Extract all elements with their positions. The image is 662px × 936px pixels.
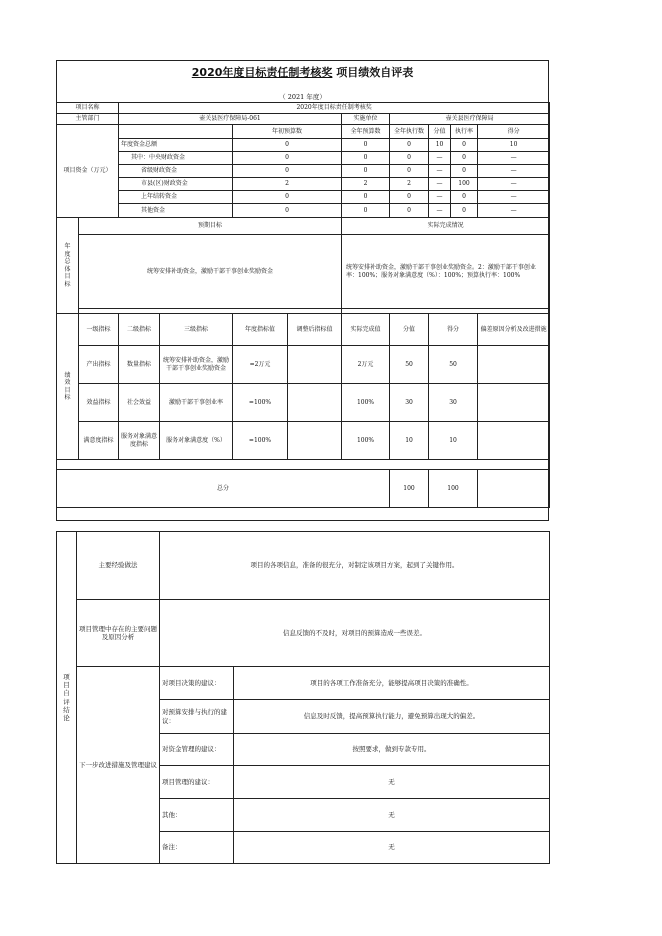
total-label: 总分 bbox=[57, 470, 390, 508]
suggestion-label: 对项目决策的建议： bbox=[160, 667, 234, 700]
funds-header-blank bbox=[119, 125, 233, 139]
indicator-actual: 100% bbox=[342, 384, 390, 422]
problems-row bbox=[57, 600, 550, 667]
dept-label: 主管部门 bbox=[57, 114, 119, 125]
funds-section-label: 项目资金（万元） bbox=[57, 125, 119, 218]
funds-cell: 0 bbox=[390, 204, 429, 218]
funds-cell: 0 bbox=[342, 204, 390, 218]
funds-row-label: 省级财政资金 bbox=[119, 165, 233, 178]
indicator-header: 年度指标值 bbox=[233, 314, 288, 346]
funds-cell: — bbox=[478, 152, 550, 165]
suggestion-label: 其他： bbox=[160, 799, 234, 832]
indicator-row bbox=[57, 422, 550, 460]
funds-cell: 0 bbox=[451, 204, 478, 218]
suggestion-text: 按照要求，做到专款专用。 bbox=[234, 734, 550, 766]
experience-text: 项目的各项信息，准备的很充分，对制定该项目方案，起到了关键作用。 bbox=[160, 532, 550, 600]
indicator-spacer-row bbox=[57, 460, 550, 470]
funds-cell: — bbox=[429, 204, 451, 218]
suggestion-text: 信息及时反馈，提高预算执行能力，避免预算出现大的偏差。 bbox=[234, 700, 550, 734]
indicator-header: 得分 bbox=[429, 314, 478, 346]
funds-row-label: 上年结转资金 bbox=[119, 191, 233, 204]
indicator-target: =100% bbox=[233, 384, 288, 422]
project-name-value: 2020年度目标责任制考核奖 bbox=[119, 103, 550, 114]
funds-cell: 0 bbox=[451, 191, 478, 204]
funds-header-0: 年初预算数 bbox=[233, 125, 342, 139]
funds-cell: 0 bbox=[451, 165, 478, 178]
indicator-points: 10 bbox=[390, 422, 429, 460]
funds-cell: — bbox=[478, 191, 550, 204]
actual-goal-header: 实际完成情况 bbox=[342, 218, 550, 235]
goals-section-label: 年 度 总 体 目 标 bbox=[57, 218, 79, 314]
indicator-points: 50 bbox=[390, 346, 429, 384]
funds-cell: 0 bbox=[233, 191, 342, 204]
funds-cell: 0 bbox=[342, 152, 390, 165]
indicator-adjusted bbox=[288, 422, 342, 460]
funds-cell: 100 bbox=[451, 178, 478, 191]
funds-row bbox=[57, 178, 550, 191]
funds-cell: 0 bbox=[233, 152, 342, 165]
suggestion-text: 项目的各项工作准备充分，能够提高项目决策的准确性。 bbox=[234, 667, 550, 700]
indicator-score: 30 bbox=[429, 384, 478, 422]
next-steps-label: 下一步改进措施及管理建议 bbox=[77, 667, 160, 864]
funds-cell: 0 bbox=[390, 191, 429, 204]
indicator-header: 调整后指标值 bbox=[288, 314, 342, 346]
suggestion-text: 无 bbox=[234, 766, 550, 799]
experience-row bbox=[57, 532, 550, 600]
funds-header-4: 执行率 bbox=[451, 125, 478, 139]
indicator-l3: 统筹安排补助资金，激励干部干事创业奖励资金 bbox=[160, 346, 233, 384]
funds-row-label: 市县(区)财政资金 bbox=[119, 178, 233, 191]
problems-text: 信息反馈的不及时，对项目的预算造成一些误差。 bbox=[160, 600, 550, 667]
title-underlined: 2020年度目标责任制考核奖 bbox=[191, 66, 333, 79]
funds-cell: 0 bbox=[451, 139, 478, 152]
funds-row bbox=[57, 204, 550, 218]
indicator-points: 30 bbox=[390, 384, 429, 422]
goals-content-row bbox=[57, 235, 550, 309]
funds-row-label: 其中：中央财政资金 bbox=[119, 152, 233, 165]
funds-cell: — bbox=[429, 191, 451, 204]
indicator-target: =100% bbox=[233, 422, 288, 460]
funds-cell: — bbox=[478, 178, 550, 191]
suggestion-label: 备注： bbox=[160, 832, 234, 864]
funds-header-row bbox=[57, 125, 550, 139]
title-rest: 项目绩效自评表 bbox=[332, 66, 414, 79]
funds-cell: — bbox=[429, 165, 451, 178]
project-name-row bbox=[57, 103, 550, 114]
total-note bbox=[478, 470, 550, 508]
indicator-header: 二级指标 bbox=[119, 314, 160, 346]
funds-cell: — bbox=[429, 178, 451, 191]
funds-cell: — bbox=[478, 165, 550, 178]
indicator-header: 实际完成值 bbox=[342, 314, 390, 346]
funds-cell: 0 bbox=[390, 152, 429, 165]
suggestion-label: 对资金管理的建议： bbox=[160, 734, 234, 766]
funds-cell: 0 bbox=[342, 165, 390, 178]
indicator-header-row bbox=[57, 314, 550, 346]
funds-cell: 0 bbox=[342, 139, 390, 152]
funds-cell: 0 bbox=[233, 139, 342, 152]
impl-value: 壶关县医疗保障局 bbox=[390, 114, 550, 125]
funds-row bbox=[57, 152, 550, 165]
indicator-score: 50 bbox=[429, 346, 478, 384]
funds-row bbox=[57, 165, 550, 178]
dept-row bbox=[57, 114, 550, 125]
indicator-adjusted bbox=[288, 346, 342, 384]
funds-row-label: 其他资金 bbox=[119, 204, 233, 218]
funds-header-1: 全年预算数 bbox=[342, 125, 390, 139]
indicator-header: 一级指标 bbox=[79, 314, 119, 346]
funds-header-5: 得分 bbox=[478, 125, 550, 139]
indicator-note bbox=[478, 346, 550, 384]
suggestion-row bbox=[57, 667, 550, 700]
project-name-label: 项目名称 bbox=[57, 103, 119, 114]
indicator-target: =2万元 bbox=[233, 346, 288, 384]
indicator-l3: 服务对象满意度（%） bbox=[160, 422, 233, 460]
indicator-actual: 2万元 bbox=[342, 346, 390, 384]
indicator-l2: 社会效益 bbox=[119, 384, 160, 422]
page-title bbox=[56, 64, 549, 80]
indicator-score: 10 bbox=[429, 422, 478, 460]
suggestion-text: 无 bbox=[234, 832, 550, 864]
indicator-row bbox=[57, 346, 550, 384]
indicator-row bbox=[57, 384, 550, 422]
indicator-note bbox=[478, 422, 550, 460]
funds-cell: 2 bbox=[342, 178, 390, 191]
total-row bbox=[57, 470, 550, 508]
indicator-l3: 激励干部干事创业率 bbox=[160, 384, 233, 422]
expected-goal-header: 预期目标 bbox=[79, 218, 342, 235]
indicator-header: 偏差原因分析及改进措施 bbox=[478, 314, 550, 346]
indicator-header: 分值 bbox=[390, 314, 429, 346]
funds-row bbox=[57, 191, 550, 204]
funds-row bbox=[57, 139, 550, 152]
indicator-actual: 100% bbox=[342, 422, 390, 460]
indicator-note bbox=[478, 384, 550, 422]
funds-cell: 0 bbox=[390, 165, 429, 178]
funds-cell: 0 bbox=[233, 204, 342, 218]
indicator-l1: 产出指标 bbox=[79, 346, 119, 384]
funds-header-3: 分值 bbox=[429, 125, 451, 139]
indicator-l1: 效益指标 bbox=[79, 384, 119, 422]
problems-label: 项目管理中存在的主要问题及原因分析 bbox=[77, 600, 160, 667]
funds-cell: 0 bbox=[233, 165, 342, 178]
indicator-l2: 数量指标 bbox=[119, 346, 160, 384]
indicator-header: 三级指标 bbox=[160, 314, 233, 346]
funds-cell: 2 bbox=[390, 178, 429, 191]
suggestion-label: 对预算安排与执行的建议： bbox=[160, 700, 234, 734]
indicator-adjusted bbox=[288, 384, 342, 422]
funds-row-label: 年度资金总额 bbox=[119, 139, 233, 152]
funds-cell: 10 bbox=[478, 139, 550, 152]
dept-value: 壶关县医疗保障局-061 bbox=[119, 114, 342, 125]
funds-cell: — bbox=[478, 204, 550, 218]
indicator-l1: 满意度指标 bbox=[79, 422, 119, 460]
actual-goal-text: 统筹安排补助资金，激励干部干事创业奖励资金。2：激励干部干事创业率：100%；服务对象满意度（%）：100%；预算执行率：100% bbox=[342, 235, 550, 309]
funds-cell: 0 bbox=[451, 152, 478, 165]
funds-cell: — bbox=[429, 152, 451, 165]
impl-label: 实施单位 bbox=[342, 114, 390, 125]
indicator-l2: 服务对象满意度指标 bbox=[119, 422, 160, 460]
goals-header-row bbox=[57, 218, 550, 235]
year-label: （ 2021 年度） bbox=[279, 93, 326, 101]
total-points: 100 bbox=[390, 470, 429, 508]
conclusion-table bbox=[56, 531, 550, 864]
indicator-section-label: 绩 效 目 标 bbox=[57, 314, 79, 460]
funds-cell: 0 bbox=[390, 139, 429, 152]
suggestion-text: 无 bbox=[234, 799, 550, 832]
funds-cell: 2 bbox=[233, 178, 342, 191]
experience-label: 主要经验做法 bbox=[77, 532, 160, 600]
funds-cell: 10 bbox=[429, 139, 451, 152]
expected-goal-text: 统筹安排补助资金，激励干部干事创业奖励资金 bbox=[79, 235, 342, 309]
conclusion-section-label: 项 目 自 评 结 论 bbox=[57, 532, 77, 864]
suggestion-label: 项目管理的建议： bbox=[160, 766, 234, 799]
total-score: 100 bbox=[429, 470, 478, 508]
evaluation-table bbox=[56, 102, 550, 508]
funds-header-2: 全年执行数 bbox=[390, 125, 429, 139]
funds-cell: 0 bbox=[342, 191, 390, 204]
